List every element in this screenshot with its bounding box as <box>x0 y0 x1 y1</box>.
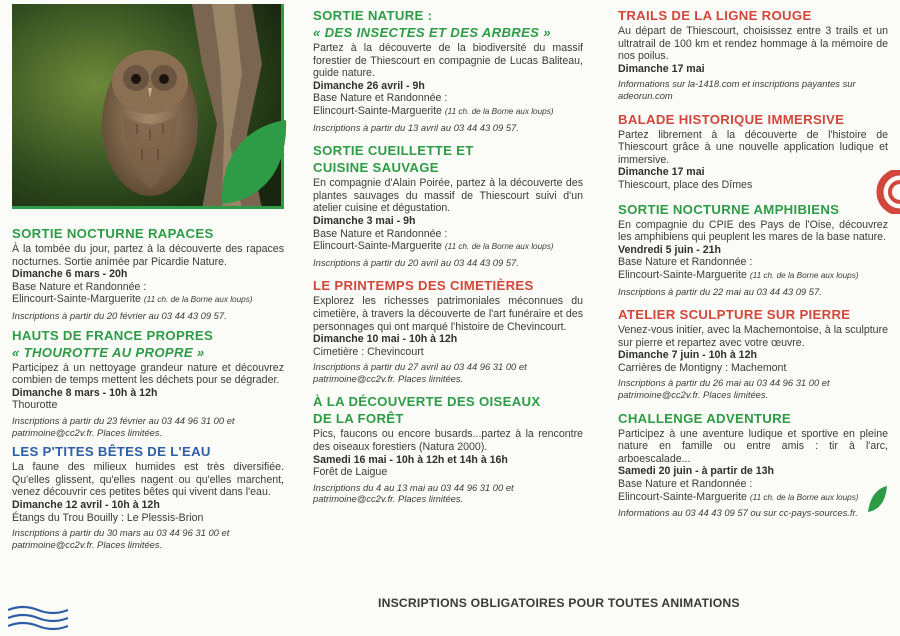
event-sortie-nocturne-rapaces <box>12 226 284 322</box>
event-date: Dimanche 17 mai <box>618 62 705 75</box>
event-date: Dimanche 6 mars - 20h <box>12 268 128 281</box>
event-date: Dimanche 12 avril - 10h à 12h <box>12 498 160 511</box>
event-description: Partez librement à la découverte de l'histoire de Thiescourt grâce à une nouvelle application ludique et immersive. <box>618 128 888 166</box>
event-printemps-cimetieres <box>313 278 583 384</box>
column-middle <box>313 8 583 509</box>
wave-icon <box>8 604 68 632</box>
event-description: Explorez les richesses patrimoniales méconnues du cimetière, à travers la découverte de l'art funéraire et des personnages qui ont marqué l'histoire de Chevincourt. <box>313 295 583 333</box>
event-title: SORTIE NOCTURNE RAPACES <box>12 226 214 241</box>
event-place-address: (11 ch. de la Borne aux loups) <box>444 242 554 252</box>
event-description: En compagnie du CPIE des Pays de l'Oise, découvrez les amphibiens qui peuplent les mares de la base nature. <box>618 218 888 244</box>
event-date: Dimanche 7 juin - 10h à 12h <box>618 349 757 362</box>
column-right <box>618 8 888 523</box>
event-registration: Inscriptions à partir du 26 mai au 03 44 96 31 00 et patrimoine@cc2v.fr. Places limitées. <box>618 377 830 401</box>
event-date: Vendredi 5 juin - 21h <box>618 243 722 256</box>
event-place-address: (11 ch. de la Borne aux loups) <box>749 492 859 502</box>
event-title: HAUTS DE FRANCE PROPRES <box>12 327 214 343</box>
event-place-town: Elincourt-Sainte-Marguerite <box>313 240 442 253</box>
event-balade-historique <box>618 112 888 192</box>
footer-notice: INSCRIPTIONS OBLIGATOIRES POUR TOUTES ANIMATIONS <box>378 596 740 610</box>
event-oiseaux-foret <box>313 394 583 505</box>
event-place-detail <box>313 240 583 254</box>
event-date: Dimanche 26 avril - 9h <box>313 79 425 92</box>
event-place: Base Nature et Randonnée : <box>313 227 448 240</box>
event-description: Pics, faucons ou encore busards...partez à la rencontre des oiseaux forestiers (Natura 2000). <box>313 428 583 454</box>
event-registration: Inscriptions à partir du 13 avril au 03 44 43 09 57. <box>313 121 519 133</box>
event-place-address: (11 ch. de la Borne aux loups) <box>749 270 859 280</box>
column-left <box>12 226 284 554</box>
event-title: CHALLENGE ADVENTURE <box>618 410 791 426</box>
event-description: Venez-vous initier, avec la Machemontoise, à la sculpture sur pierre et repartez avec votre œuvre. <box>618 324 888 349</box>
event-trails-ligne-rouge <box>618 8 888 102</box>
event-description: En compagnie d'Alain Poirée, partez à la découverte des plantes sauvages du massif de Thiescourt suivi d'un atelier cuisine et dégustation. <box>313 177 583 215</box>
event-title: ATELIER SCULPTURE SUR PIERRE <box>618 307 851 323</box>
event-challenge-adventure <box>618 411 888 519</box>
event-title: SORTIE NOCTURNE AMPHIBIENS <box>618 201 840 217</box>
event-date: Dimanche 8 mars - 10h à 12h <box>12 386 158 399</box>
leaf-icon <box>216 118 288 208</box>
event-title: TRAILS DE LA LIGNE ROUGE <box>618 8 812 23</box>
event-place: Base Nature et Randonnée : <box>12 280 147 293</box>
event-hauts-de-france-propres <box>12 328 284 439</box>
event-title: LE PRINTEMPS DES CIMETIÈRES <box>313 278 534 294</box>
event-place-address: (11 ch. de la Borne aux loups) <box>444 106 554 116</box>
event-description: À la tombée du jour, partez à la découverte des rapaces nocturnes. Sortie animée par Picardie Nature. <box>12 243 284 268</box>
event-place: Thourotte <box>12 399 58 412</box>
event-sortie-nature <box>313 8 583 133</box>
event-place: Étangs du Trou Bouilly : Le Plessis-Brion <box>12 511 204 524</box>
event-title: LES P'TITES BÊTES DE L'EAU <box>12 444 211 460</box>
event-registration: Inscriptions à partir du 20 février au 03 44 43 09 57. <box>12 309 227 321</box>
event-subtitle: « THOUROTTE AU PROPRE » <box>12 344 205 360</box>
event-title-line2: DE LA FORÊT <box>313 411 404 427</box>
event-description: Partez à la découverte de la biodiversité du massif forestier de Thiescourt en compagnie de Lucas Baliteau, guide nature. <box>313 42 583 80</box>
event-registration: Inscriptions du 4 au 13 mai au 03 44 96 31 00 et patrimoine@cc2v.fr. Places limitées. <box>313 481 514 505</box>
half-ring-icon <box>866 170 900 214</box>
event-description: La faune des milieux humides est très diversifiée. Qu'elles glissent, qu'elles nagent ou qu'elles marchent, venez découvrir ces petites bêtes qui vivent dans l'eau. <box>12 461 284 499</box>
event-subtitle: « DES INSECTES ET DES ARBRES » <box>313 25 551 40</box>
event-registration: Inscriptions à partir du 20 avril au 03 44 43 09 57. <box>313 256 519 268</box>
event-date: Dimanche 17 mai <box>618 166 705 179</box>
event-place: Thiescourt, place des Dîmes <box>618 178 753 191</box>
event-date: Samedi 20 juin - à partir de 13h <box>618 465 775 478</box>
event-place-town: Elincourt-Sainte-Marguerite <box>12 293 141 306</box>
event-date: Dimanche 10 mai - 10h à 12h <box>313 333 458 346</box>
event-ptites-betes-eau <box>12 444 284 550</box>
event-registration: Informations au 03 44 43 09 57 ou sur cc-pays-sources.fr. <box>618 507 858 519</box>
event-description: Participez à un nettoyage grandeur nature et découvrez combien de temps mettent les déchets pour se dégrader. <box>12 361 284 387</box>
event-place-detail <box>618 491 888 505</box>
event-atelier-sculpture <box>618 307 888 401</box>
event-place: Base Nature et Randonnée : <box>313 92 448 105</box>
event-registration: Inscriptions à partir du 22 mai au 03 44 43 09 57. <box>618 285 822 297</box>
event-place-detail <box>313 105 583 119</box>
event-cueillette-cuisine <box>313 143 583 268</box>
event-title: BALADE HISTORIQUE IMMERSIVE <box>618 111 845 127</box>
event-registration: Informations sur la-1418.com et inscriptions payantes sur adeorun.com <box>618 78 856 101</box>
event-place: Carrières de Montigny : Machemont <box>618 361 787 374</box>
event-place-town: Elincourt-Sainte-Marguerite <box>313 104 442 117</box>
event-place: Forêt de Laigue <box>313 466 388 479</box>
event-date: Samedi 16 mai - 10h à 12h et 14h à 16h <box>313 453 508 466</box>
event-place-town: Elincourt-Sainte-Marguerite <box>618 268 747 281</box>
event-place-detail <box>12 293 284 307</box>
event-date: Dimanche 3 mai - 9h <box>313 214 416 227</box>
event-place: Cimetière : Chevincourt <box>313 345 424 358</box>
leaf-small-icon <box>866 484 888 514</box>
event-title: SORTIE NATURE : <box>313 8 433 23</box>
event-nocturne-amphibiens <box>618 202 888 298</box>
event-place-address: (11 ch. de la Borne aux loups) <box>143 295 253 305</box>
event-place: Base Nature et Randonnée : <box>618 478 753 491</box>
event-description: Au départ de Thiescourt, choisissez entre 3 trails et un ultratrail de 100 km et rendez hommage à la mémoire de nos poilus. <box>618 25 888 63</box>
event-registration: Inscriptions à partir du 23 février au 03 44 96 31 00 et patrimoine@cc2v.fr. Places limitées. <box>12 414 235 438</box>
event-registration: Inscriptions à partir du 30 mars au 03 44 96 31 00 et patrimoine@cc2v.fr. Places limitées. <box>12 527 230 550</box>
event-description: Participez à une aventure ludique et sportive en pleine nature en famille ou entre amis : tir à l'arc, arboescalade... <box>618 427 888 465</box>
event-title-line2: CUISINE SAUVAGE <box>313 160 439 176</box>
event-place: Base Nature et Randonnée : <box>618 256 753 269</box>
event-title: À LA DÉCOUVERTE DES OISEAUX <box>313 394 541 410</box>
event-title: SORTIE CUEILLETTE ET <box>313 143 474 159</box>
event-registration: Inscriptions à partir du 27 avril au 03 44 96 31 00 et patrimoine@cc2v.fr. Places limitées. <box>313 361 527 384</box>
event-place-town: Elincourt-Sainte-Marguerite <box>618 490 747 503</box>
event-place-detail <box>618 269 888 283</box>
